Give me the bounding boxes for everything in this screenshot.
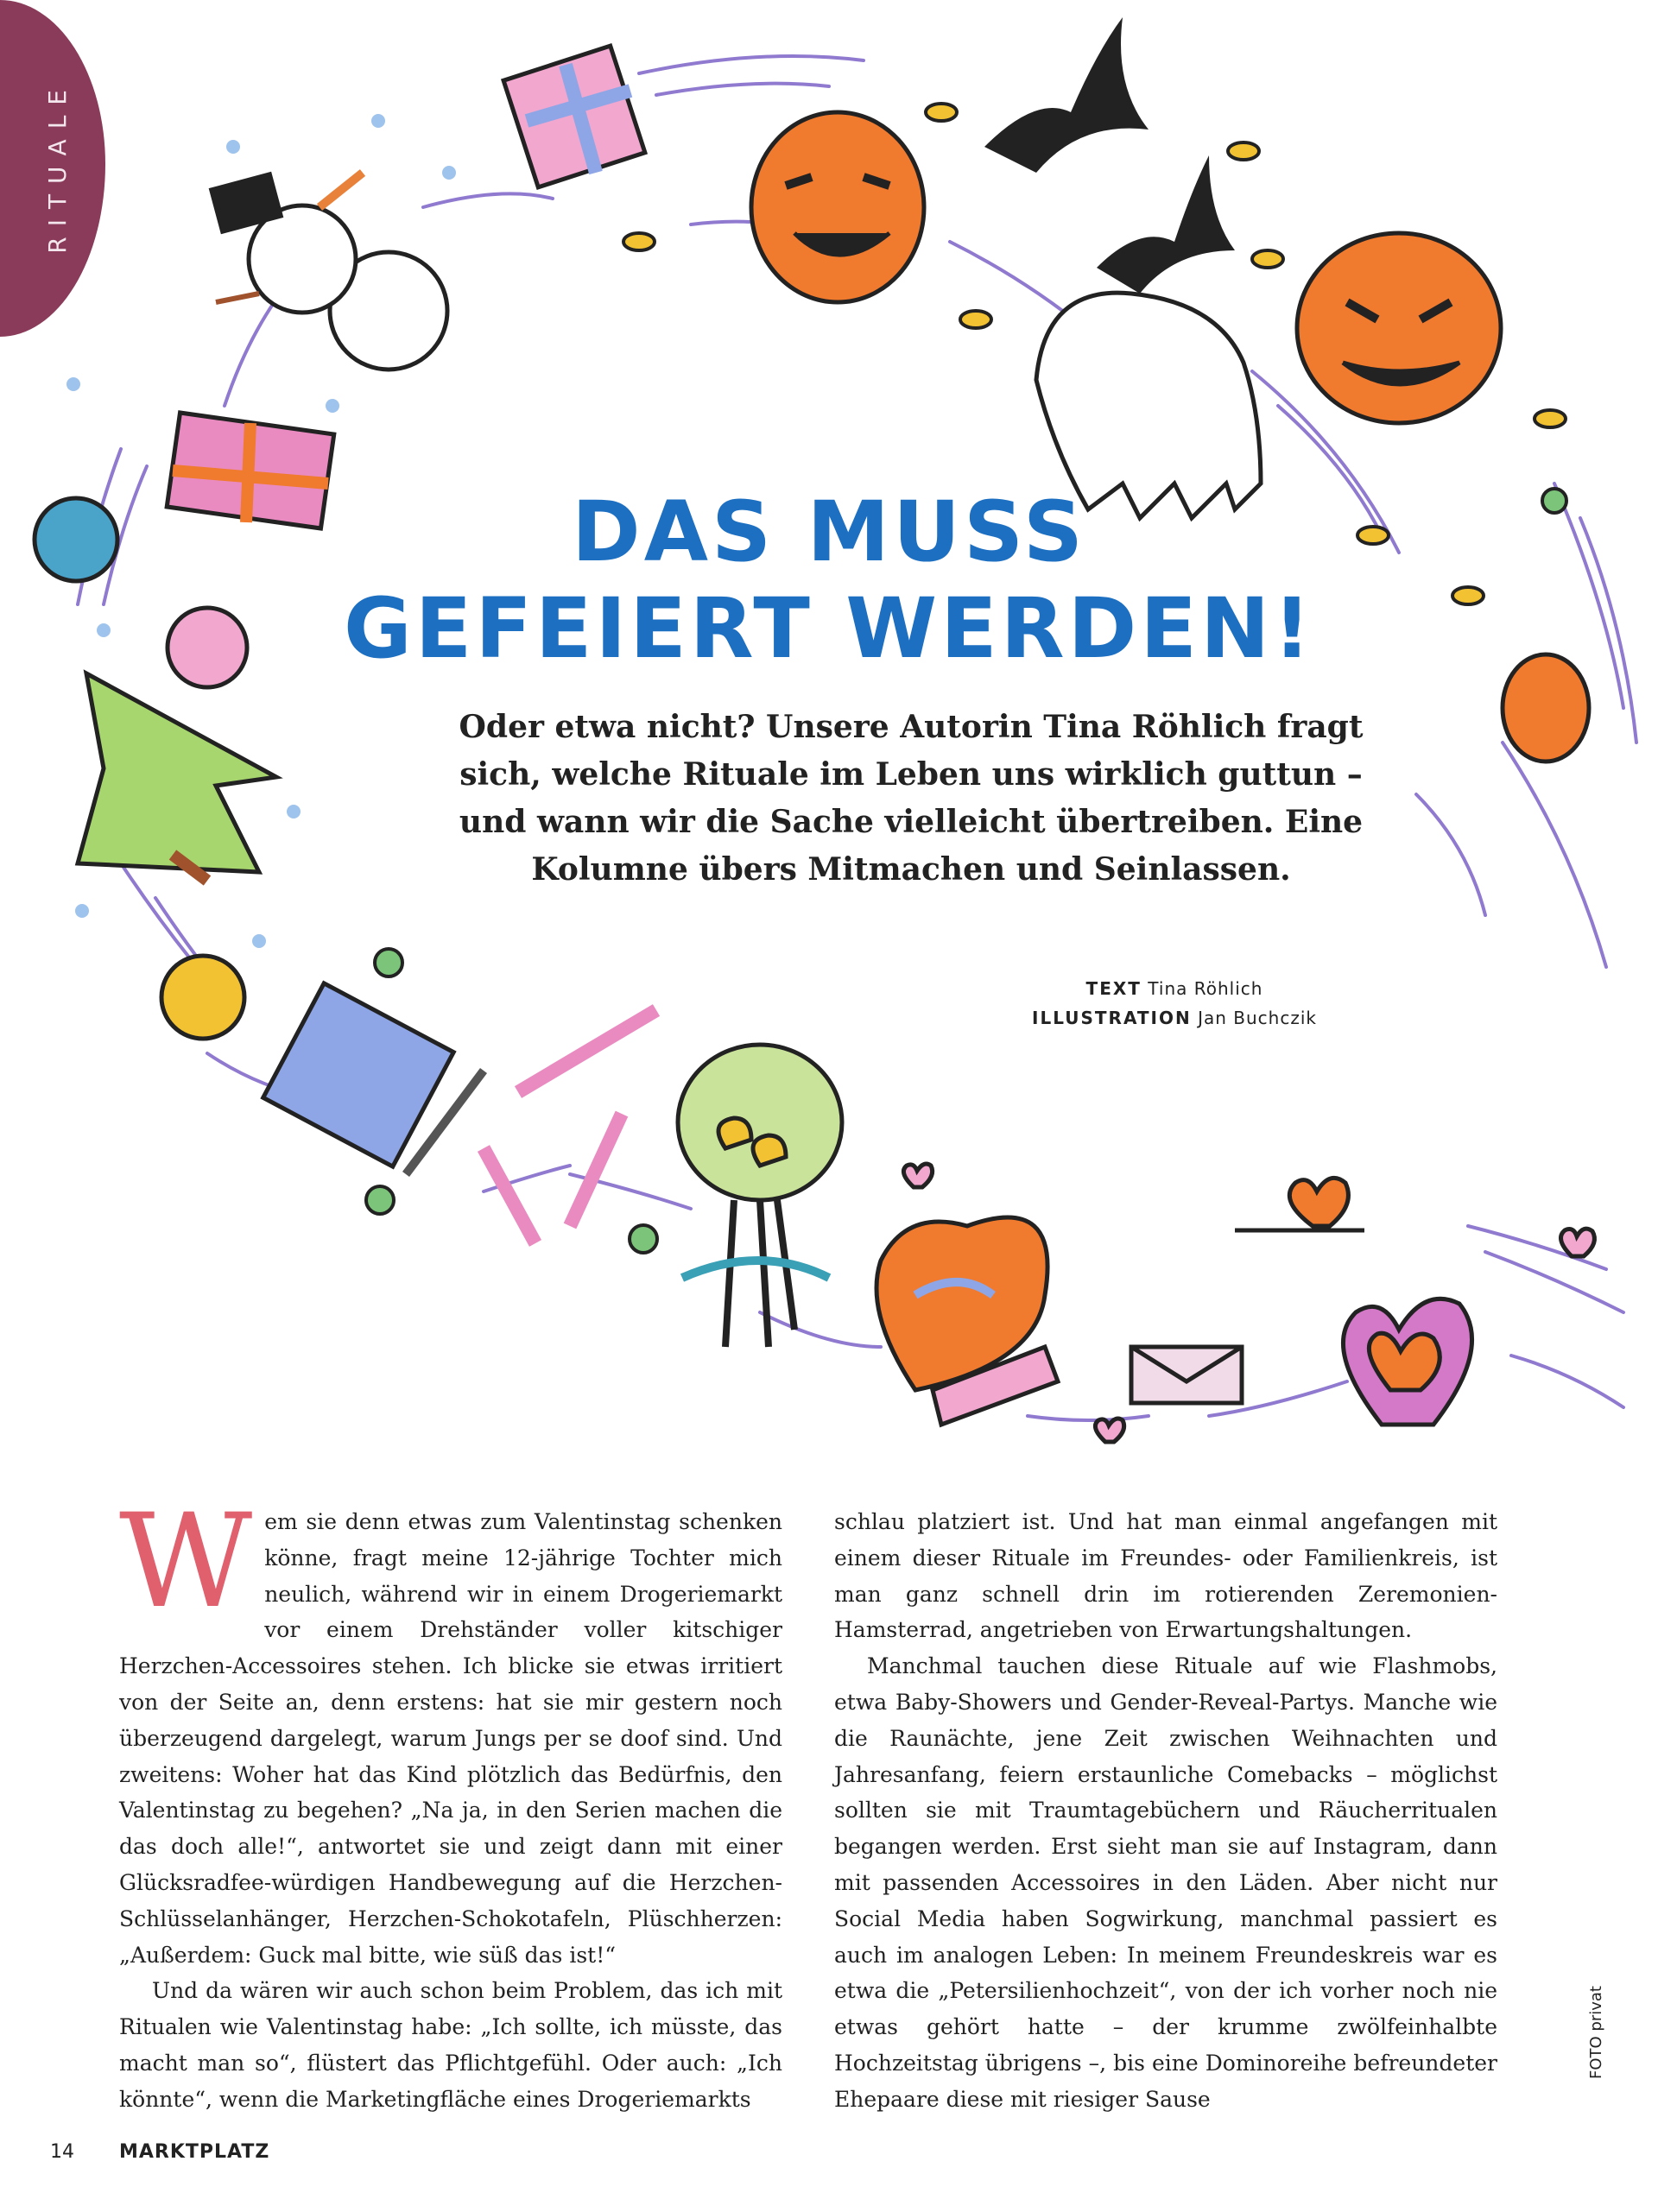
section-tab-label: RITUALE bbox=[43, 79, 72, 254]
page-title-line-2: GEFEIERT WERDEN! bbox=[343, 580, 1315, 677]
article-column-2 bbox=[834, 1504, 1497, 2118]
article-paragraph: Und da wären wir auch schon beim Problem, das ich mit Ritualen wie Valentinstag habe: „Ich sollte, ich müsste, das macht man so“, flüstert das Pflichtgefühl. Oder auch: „Ich könnte“, wenn die Marketingfläche eines Drogeriemarkts bbox=[119, 1978, 782, 2112]
gift-illustration-left bbox=[167, 413, 334, 528]
article-column-1 bbox=[119, 1487, 782, 2118]
photo-credit: FOTO privat bbox=[1587, 1986, 1605, 2079]
intro-text: Oder etwa nicht? Unsere Autorin Tina Röhlich fragt sich, welche Rituale im Leben uns wirklich guttun – und wann wir die Sache vielleicht übertreiben. Eine Kolumne übers Mitmachen und Seinlassen. bbox=[459, 709, 1364, 888]
bat-illustration bbox=[984, 17, 1235, 294]
article-paragraph: Manchmal tauchen diese Rituale auf wie Flashmobs, etwa Baby-Showers und Gender-Reveal-Partys. Manche wie die Raunächte, jene Zeit zwischen Weihnachten und Jahresanfang, feiern erstaunliche Comebacks – möglichst sollten sie mit Traumtagebüchern und Räucherritualen begangen werden. Erst sieht man sie auf Instagram, dann mit passenden Accessoires in den Läden. Aber nicht nur Social Media haben Sogwirkung, manchmal passiert es auch im analogen Leben: In meinem Freundeskreis war es etwa die „Petersilienhochzeit“, von der ich vorher noch nie etwas gehört hatte – der krumme zwölfeinhalbte Hochzeitstag übrigens –, bis eine Dominoreihe befreundeter Ehepaare diese mit riesiger Sause bbox=[834, 1653, 1497, 2112]
magazine-name: MARKTPLATZ bbox=[119, 2141, 270, 2163]
page-title bbox=[328, 483, 1330, 677]
rocket-illustrations bbox=[484, 1010, 656, 1243]
credit-illustration-name: Jan Buchczik bbox=[1198, 1008, 1317, 1028]
envelope-illustration bbox=[1131, 1347, 1242, 1403]
article-paragraph: schlau platziert ist. Und hat man einmal angefangen mit einem dieser Rituale im Freundes- oder Familienkreis, ist man ganz schnell drin im rotierenden Zeremonien-Hamsterrad, angetrieben von Erwartungshaltungen. bbox=[834, 1509, 1497, 1643]
credit-illustration-label: ILLUSTRATION bbox=[1032, 1008, 1192, 1028]
pumpkin-illustration-right bbox=[1297, 233, 1501, 423]
christmas-tree-illustration bbox=[78, 673, 276, 881]
credits bbox=[993, 974, 1356, 1033]
page-title-line-1: DAS MUSS bbox=[572, 483, 1086, 580]
heart-box-illustration bbox=[876, 1217, 1058, 1425]
credit-text-name: Tina Röhlich bbox=[1148, 978, 1263, 999]
pumpkin-illustration bbox=[751, 112, 924, 302]
page-number: 14 bbox=[50, 2141, 74, 2163]
diary-illustration bbox=[263, 983, 484, 1174]
article-paragraph: em sie denn etwas zum Valentinstag schenken könne, fragt meine 12-jährige Tochter mich neulich, während wir in einem Drogeriemarkt vor einem Drehständer voller kitschiger Herzchen-Accessoires stehen. Ich blicke sie etwas irritiert von der Seite an, denn erstens: hat sie mir gestern noch überzeugend dargelegt, warum Jungs per se doof sind. Und zweitens: Woher hat das Kind plötzlich das Bedürfnis, den Valentinstag zu begehen? „Na ja, in den Serien machen die das doch alle!“, antwortet sie und zeigt dann mit einer Glücksradfee-würdigen Handbewegung auf die Herzchen-Schlüsselanhänger, Herzchen-Schokotafeln, Plüschherzen: „Außerdem: Guck mal bitte, wie süß das ist!“ bbox=[119, 1509, 782, 1968]
credit-text-label: TEXT bbox=[1085, 978, 1142, 999]
gift-illustration bbox=[503, 46, 645, 187]
snowman-illustration bbox=[212, 173, 447, 370]
drop-cap: W bbox=[119, 1487, 253, 1637]
bouquet-illustration bbox=[678, 1045, 842, 1347]
